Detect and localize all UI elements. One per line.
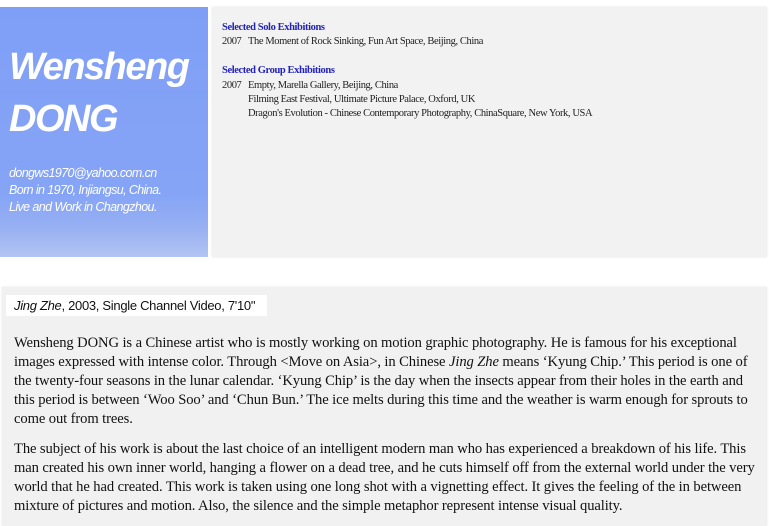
artist-card (0, 7, 208, 257)
solo-exhibition-text: The Moment of Rock Sinking, Fun Art Space, Beijing, China (248, 36, 484, 47)
solo-exhibitions-title: Selected Solo Exhibitions (222, 22, 325, 33)
exhibitions-panel (212, 7, 767, 257)
artist-first-name: Wensheng (9, 46, 189, 88)
paragraph-text: means ‘Kyung Chip.’ This period is one of the twenty-four seasons in the lunar calendar. ‘Kyung Chip’ is the day when the insects appear from their holes in the earth and this period is between ‘Woo Soo’ and ‘Chun Bun.’ The ice melts during this time and the weather is warm enough for sprouts to come out from trees. (14, 354, 748, 427)
work-title: Jing Zhe (14, 298, 62, 313)
description-paragraph-2: The subject of his work is about the last choice of an intelligent modern man who has experienced a breakdown of his life. This man created his own inner world, hanging a flower on a dead tree, and he cuts himself off from the external world under the very world that he had created. This work is taken using one long shot with a vignetting effect. It gives the feeling of the in between mixture of pictures and motion. Also, the silence and the simple metaphor represent intense visual quality. (14, 441, 755, 514)
group-exhibitions-title: Selected Group Exhibitions (222, 65, 335, 76)
group-exhibition-text: Empty, Marella Gallery, Beijing, China (248, 80, 398, 91)
work-details: , 2003, Single Channel Video, 7'10" (61, 298, 256, 313)
description-paragraph-1 (14, 334, 762, 429)
solo-exhibition-year: 2007 (222, 36, 242, 47)
group-exhibition-text: Filming East Festival, Ultimate Picture Palace, Oxford, UK (248, 94, 476, 105)
work-description-panel (2, 287, 767, 526)
artist-born: Born in 1970, Injiangsu, China. (9, 183, 162, 197)
artist-info (9, 165, 161, 216)
artist-residence: Live and Work in Changzhou. (9, 200, 157, 214)
artist-email[interactable]: dongws1970@yahoo.com.cn (9, 166, 157, 180)
work-caption (6, 295, 267, 316)
paragraph-text: Wensheng DONG is a Chinese artist who is mostly working on motion graphic photography. He is famous for his exceptional images expressed with intense color. Through <Move on Asia>, in Chinese (14, 335, 737, 370)
group-exhibition-text: Dragon's Evolution - Chinese Contemporary Photography, ChinaSquare, New York, USA (248, 108, 593, 119)
group-exhibition-year: 2007 (222, 80, 242, 91)
paragraph-italic-term: Jing Zhe (448, 354, 499, 370)
artist-name (9, 41, 188, 145)
artist-last-name: DONG (9, 98, 117, 140)
